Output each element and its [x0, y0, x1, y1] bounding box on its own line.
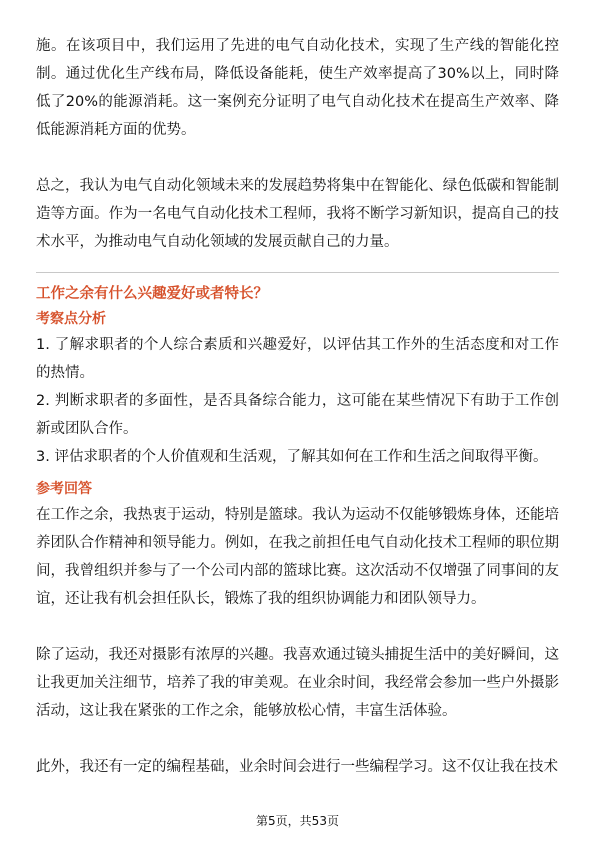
- paragraph-gap: [36, 613, 559, 641]
- analysis-heading: 考察点分析: [36, 311, 106, 327]
- page-footer: 第5页，共53页: [256, 814, 339, 828]
- analysis-item-3: 3. 评估求职者的个人价值观和生活观，了解其如何在工作和生活之间取得平衡。: [36, 449, 548, 465]
- paragraph-gap: [36, 256, 559, 270]
- question-title: 工作之余有什么兴趣爱好或者特长？: [36, 286, 268, 302]
- page-content: [36, 32, 559, 781]
- intro-paragraph-1: 施。在该项目中，我们运用了先进的电气自动化技术，实现了生产线的智能化控制。通过优化生产线布局，降低设备能耗，使生产效率提高了30%以上，同时降低了20%的能源消耗。这一案例充分证明了电气自动化技术在提高生产效率、降低能源消耗方面的优势。: [36, 38, 559, 138]
- paragraph-gap: [36, 725, 559, 753]
- intro-paragraph-2: 总之，我认为电气自动化领域未来的发展趋势将集中在智能化、绿色低碳和智能制造等方面。作为一名电气自动化技术工程师，我将不断学习新知识，提高自己的技术水平，为推动电气自动化领域的发展贡献自己的力量。: [36, 178, 559, 250]
- answer-paragraph-1: 在工作之余，我热衷于运动，特别是篮球。我认为运动不仅能够锻炼身体，还能培养团队合作精神和领导能力。例如，在我之前担任电气自动化技术工程师的职位期间，我曾组织并参与了一个公司内部的篮球比赛。这次活动不仅增强了同事间的友谊，还让我有机会担任队长，锻炼了我的组织协调能力和团队领导力。: [36, 507, 559, 607]
- analysis-item-2: 2. 判断求职者的多面性，是否具备综合能力，这可能在某些情况下有助于工作创新或团队合作。: [36, 393, 559, 437]
- section-divider: [36, 272, 559, 273]
- answer-heading: 参考回答: [36, 481, 92, 497]
- answer-paragraph-2: 除了运动，我还对摄影有浓厚的兴趣。我喜欢通过镜头捕捉生活中的美好瞬间，这让我更加关注细节，培养了我的审美观。在业余时间，我经常会参加一些户外摄影活动，这让我在紧张的工作之余，能够放松心情，丰富生活体验。: [36, 647, 559, 719]
- answer-paragraph-3: 此外，我还有一定的编程基础，业余时间会进行一些编程学习。这不仅让我在技术: [36, 759, 558, 775]
- analysis-item-1: 1. 了解求职者的个人综合素质和兴趣爱好，以评估其工作外的生活态度和对工作的热情。: [36, 337, 559, 381]
- paragraph-gap: [36, 144, 559, 172]
